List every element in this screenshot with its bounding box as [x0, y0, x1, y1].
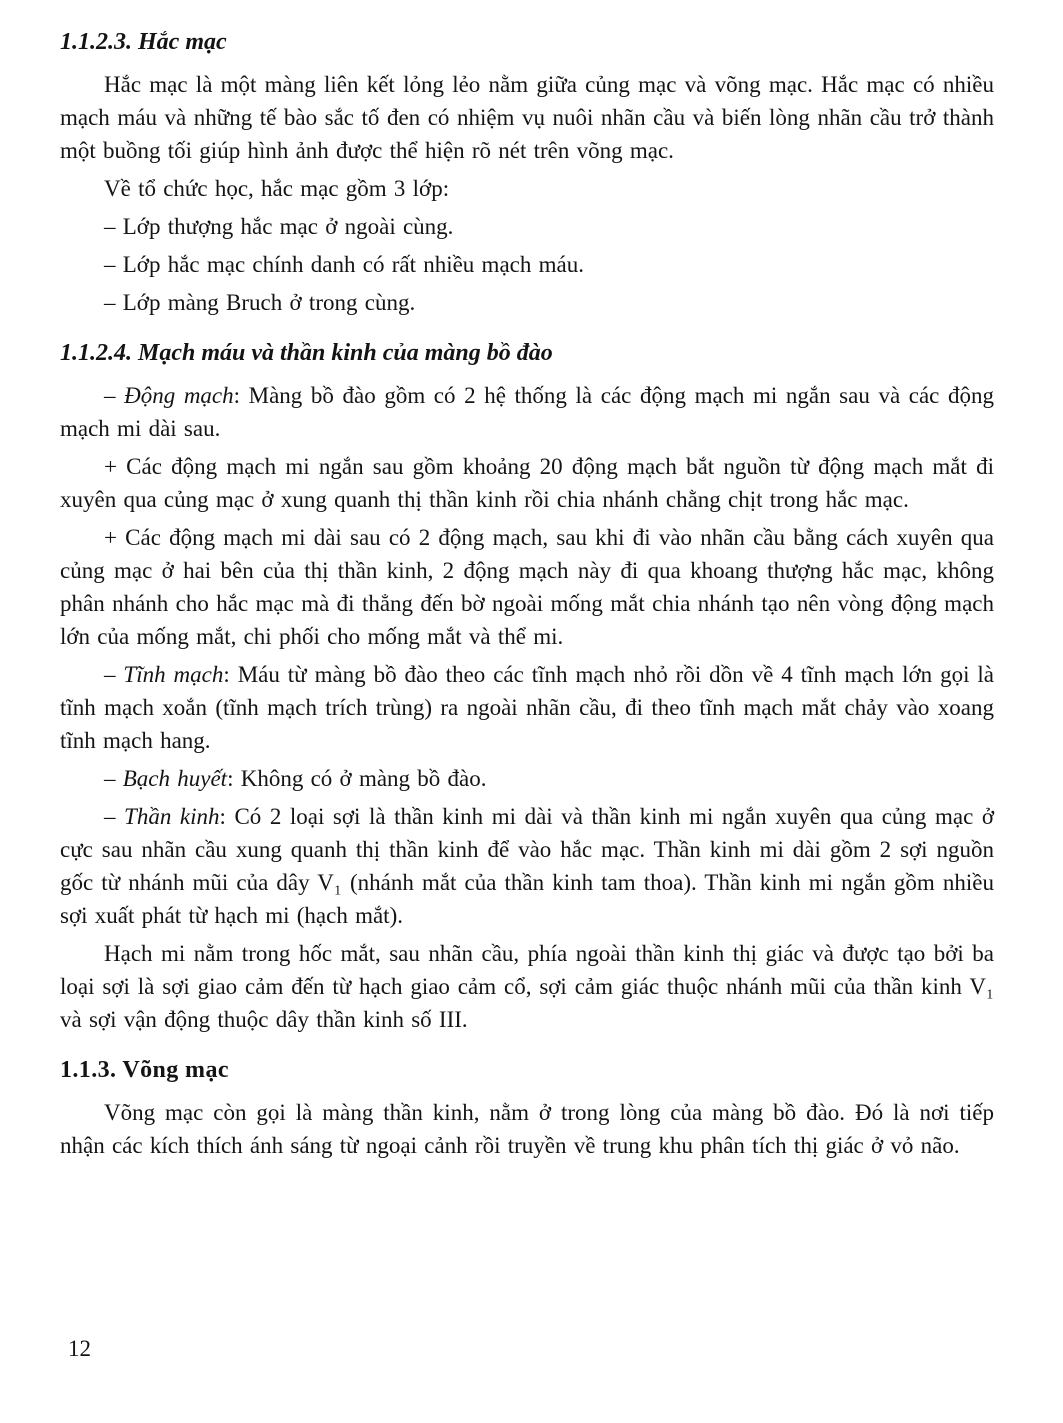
term-bach-huyet: – Bạch huyết	[104, 766, 228, 791]
paragraph-dong-mach-mi-dai: + Các động mạch mi dài sau có 2 động mạch, sau khi đi vào nhãn cầu bằng cách xuyên qua củng mạc ở hai bên của thị thần kinh, 2 động mạch này đi qua khoang thượng hắc mạc, không phân nhánh cho hắc mạc mà đi thẳng đến bờ ngoài mống mắt chia nhánh tạo nên vòng động mạch lớn của mống mắt, chi phối cho mống mắt và thể mi.	[60, 525, 994, 649]
paragraph-than-kinh	[60, 800, 994, 932]
paragraph-bach-huyet-text: : Không có ở màng bồ đào.	[227, 766, 487, 791]
section-heading-vong-mac: 1.1.3. Võng mạc	[60, 1057, 229, 1083]
paragraph-dong-mach-text: : Màng bồ đào gồm có 2 hệ thống là các động mạch mi ngắn sau và các động mạch mi dài sau.	[60, 383, 994, 441]
paragraph-dong-mach	[60, 379, 994, 445]
page-number: 12	[68, 1336, 91, 1361]
section-heading-hac-mac: 1.1.2.3. Hắc mạc	[60, 29, 227, 55]
paragraph-vong-mac-intro: Võng mạc còn gọi là màng thần kinh, nằm ở trong lòng của màng bồ đào. Đó là nơi tiếp nhận các kích thích ánh sáng từ ngoại cảnh rồi truyền về trung khu phân tích thị giác ở vỏ não.	[60, 1100, 994, 1158]
term-dong-mach: – Động mạch	[104, 383, 234, 408]
section-heading-mach-mau-than-kinh: 1.1.2.4. Mạch máu và thần kinh của màng bồ đào	[60, 340, 553, 366]
document-page	[60, 26, 994, 1162]
list-item-layer-hac-mac-chinh-danh: – Lớp hắc mạc chính danh có rất nhiều mạch máu.	[104, 252, 584, 277]
paragraph-bach-huyet	[60, 762, 994, 795]
list-item-layer-thuong-hac-mac: – Lớp thượng hắc mạc ở ngoài cùng.	[104, 214, 454, 239]
paragraph-hach-mi: Hạch mi nằm trong hốc mắt, sau nhãn cầu, phía ngoài thần kinh thị giác và được tạo bởi ba loại sợi là sợi giao cảm đến từ hạch giao cảm cổ, sợi cảm giác thuộc nhánh mũi của thần kinh V₁ và sợi vận động thuộc dây thần kinh số III.	[60, 941, 994, 1032]
term-than-kinh: – Thần kinh	[104, 804, 220, 829]
paragraph-dong-mach-mi-ngan: + Các động mạch mi ngắn sau gồm khoảng 20 động mạch bắt nguồn từ động mạch mắt đi xuyên qua củng mạc ở xung quanh thị thần kinh rồi chia nhánh chằng chịt trong hắc mạc.	[60, 454, 994, 512]
paragraph-hac-mac-layers-intro: Về tổ chức học, hắc mạc gồm 3 lớp:	[104, 176, 450, 201]
term-tinh-mach: – Tĩnh mạch	[104, 662, 224, 687]
list-item-layer-mang-bruch: – Lớp màng Bruch ở trong cùng.	[104, 290, 416, 315]
paragraph-tinh-mach-text: : Máu từ màng bồ đào theo các tĩnh mạch nhỏ rồi dồn về 4 tĩnh mạch lớn gọi là tĩnh mạch xoắn (tĩnh mạch trích trùng) ra ngoài nhãn cầu, đi theo tĩnh mạch mắt chảy vào xoang tĩnh mạch hang.	[60, 662, 994, 753]
paragraph-tinh-mach	[60, 658, 994, 757]
paragraph-hac-mac-intro: Hắc mạc là một màng liên kết lỏng lẻo nằm giữa củng mạc và võng mạc. Hắc mạc có nhiều mạch máu và những tế bào sắc tố đen có nhiệm vụ nuôi nhãn cầu và biến lòng nhãn cầu trở thành một buồng tối giúp hình ảnh được thể hiện rõ nét trên võng mạc.	[60, 72, 994, 163]
paragraph-than-kinh-text: : Có 2 loại sợi là thần kinh mi dài và thần kinh mi ngắn xuyên qua củng mạc ở cực sau nhãn cầu xung quanh thị thần kinh để vào hắc mạc. Thần kinh mi dài gồm 2 sợi nguồn gốc từ nhánh mũi của dây V₁ (nhánh mắt của thần kinh tam thoa). Thần kinh mi ngắn gồm nhiều sợi xuất phát từ hạch mi (hạch mắt).	[60, 804, 994, 928]
